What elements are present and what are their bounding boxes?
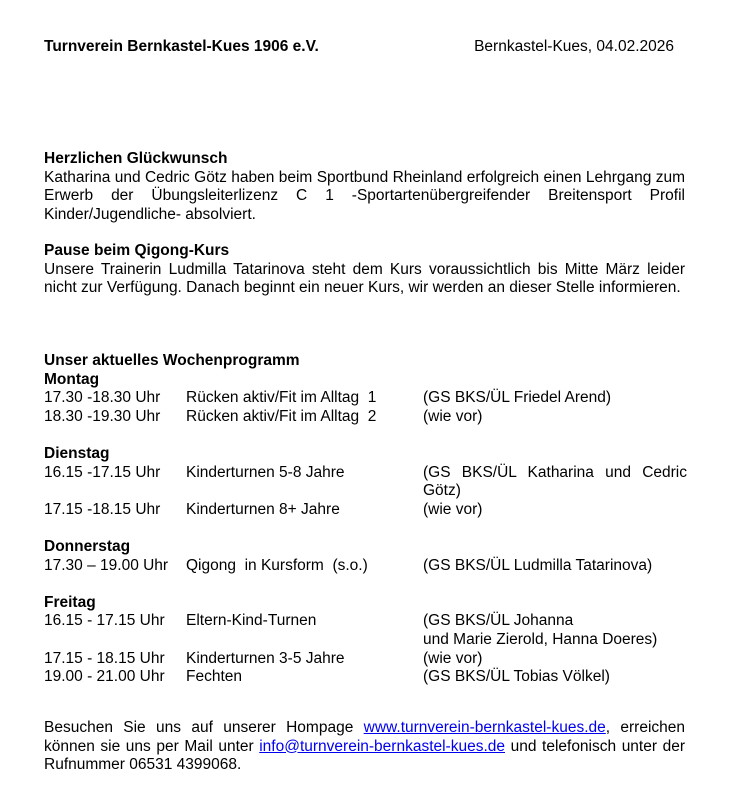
program-row bbox=[44, 650, 694, 669]
program-time: 17.30 – 19.00 Uhr bbox=[44, 556, 169, 574]
qigong-pause-title: Pause beim Qigong-Kurs bbox=[44, 242, 230, 259]
program-course: Kinderturnen 5-8 Jahre bbox=[186, 463, 345, 481]
footer-text-3: und telefonisch unter der Rufnummer 06531 4399068. bbox=[44, 737, 685, 774]
program-note: (GS BKS/ÜL Tobias Völkel) bbox=[423, 668, 610, 686]
program-note: (GS BKS/ÜL Ludmilla Tatarinova) bbox=[423, 556, 653, 574]
website-link[interactable]: www.turnverein-bernkastel-kues.de bbox=[363, 719, 606, 736]
congrats-title: Herzlichen Glückwunsch bbox=[44, 150, 228, 167]
program-course: Fechten bbox=[186, 668, 243, 686]
program-row bbox=[44, 557, 694, 576]
program-note: (GS BKS/ÜL Johanna und Marie Zierold, Hanna Doeres) bbox=[423, 612, 658, 648]
congrats-text: Katharina und Cedric Götz haben beim Sportbund Rheinland erfolgreich einen Lehrgang zum Erwerb der Übungsleiterlizenz C 1 -Sportartenübergreifender Breitensport Profil Kinder/Jugendliche- absolviert. bbox=[44, 168, 685, 223]
day-heading-freitag: Freitag bbox=[44, 593, 96, 611]
program-course: Eltern-Kind-Turnen bbox=[186, 612, 317, 630]
qigong-pause-text: Unsere Trainerin Ludmilla Tatarinova steht dem Kurs voraussichtlich bis Mitte März leider nicht zur Verfügung. Danach beginnt ein neuer Kurs, wir werden an dieser Stelle informieren. bbox=[44, 260, 685, 297]
program-course: Kinderturnen 3-5 Jahre bbox=[186, 649, 345, 667]
program-row bbox=[44, 389, 694, 408]
program-row bbox=[44, 501, 694, 520]
program-note: (GS BKS/ÜL Katharina und Cedric Götz) bbox=[423, 463, 687, 500]
program-row bbox=[44, 408, 694, 427]
program-course: Rücken aktiv/Fit im Alltag 1 bbox=[186, 389, 377, 407]
footer-text-1: Besuchen Sie uns auf unserer Hompage bbox=[44, 719, 364, 736]
program-note: (wie vor) bbox=[423, 649, 483, 667]
club-name: Turnverein Bernkastel-Kues 1906 e.V. bbox=[44, 38, 319, 55]
program-time: 17.15 - 18.15 Uhr bbox=[44, 649, 165, 667]
footer-text-2: , erreichen können sie uns per Mail unter bbox=[44, 719, 686, 755]
program-time: 16.15 - 17.15 Uhr bbox=[44, 612, 165, 630]
program-note: (wie vor) bbox=[423, 500, 483, 518]
program-time: 17.30 -18.30 Uhr bbox=[44, 389, 161, 407]
program-note: (wie vor) bbox=[423, 407, 483, 425]
day-heading-donnerstag: Donnerstag bbox=[44, 537, 131, 555]
qigong-pause-section bbox=[44, 242, 685, 298]
program-time: 17.15 -18.15 Uhr bbox=[44, 500, 161, 518]
program-course: Qigong in Kursform (s.o.) bbox=[186, 556, 368, 574]
program-time: 16.15 -17.15 Uhr bbox=[44, 463, 161, 481]
program-note: (GS BKS/ÜL Friedel Arend) bbox=[423, 389, 612, 407]
program-title: Unser aktuelles Wochenprogramm bbox=[44, 352, 300, 369]
place-date: Bernkastel-Kues, 04.02.2026 bbox=[474, 38, 674, 55]
congrats-section bbox=[44, 150, 685, 224]
day-heading-dienstag: Dienstag bbox=[44, 444, 110, 462]
contact-footer bbox=[44, 719, 685, 775]
program-row bbox=[44, 668, 694, 687]
day-heading-montag: Montag bbox=[44, 370, 100, 388]
program-course: Kinderturnen 8+ Jahre bbox=[186, 500, 340, 518]
program-time: 19.00 - 21.00 Uhr bbox=[44, 668, 165, 686]
email-link[interactable]: info@turnverein-bernkastel-kues.de bbox=[259, 737, 506, 755]
program-row bbox=[44, 612, 694, 649]
program-time: 18.30 -19.30 Uhr bbox=[44, 407, 161, 425]
program-course: Rücken aktiv/Fit im Alltag 2 bbox=[186, 407, 377, 425]
program-row bbox=[44, 464, 694, 501]
weekly-program bbox=[44, 352, 694, 687]
